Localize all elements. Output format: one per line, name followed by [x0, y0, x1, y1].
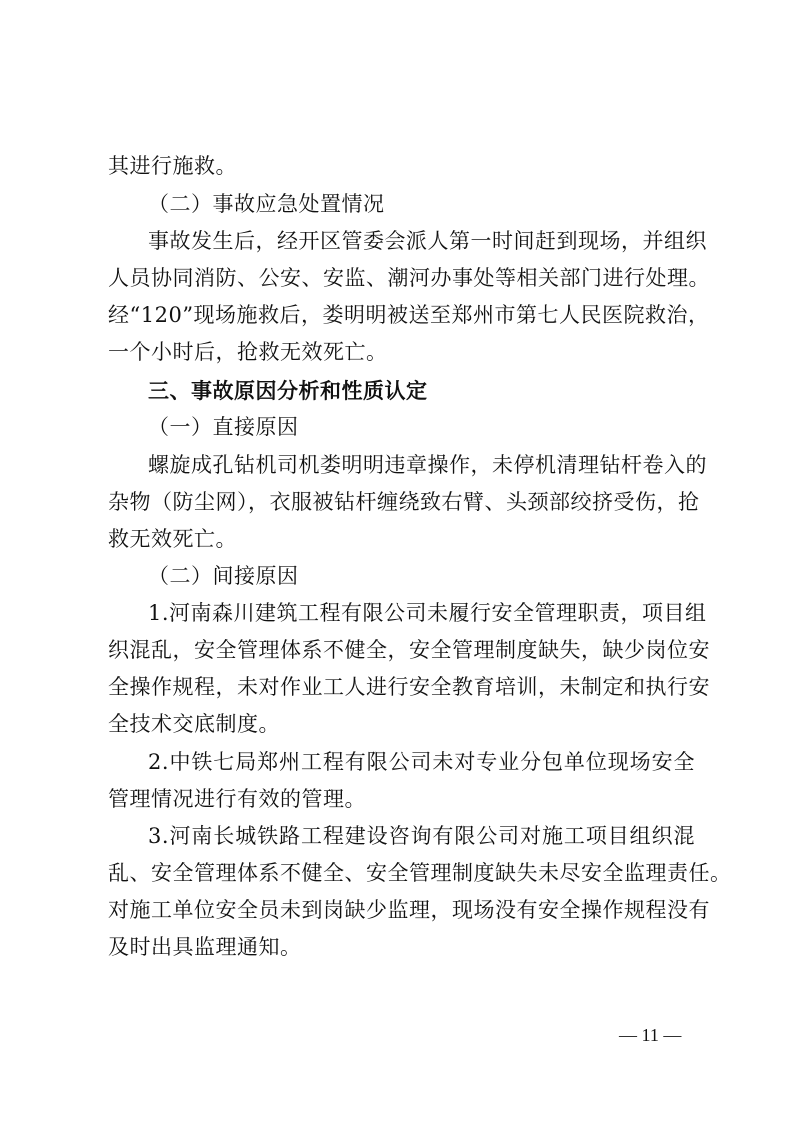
- paragraph-line: 全操作规程，未对作业工人进行安全教育培训，未制定和执行安: [108, 675, 710, 699]
- paragraph-line: 1.河南森川建筑工程有限公司未履行安全管理职责，项目组: [148, 601, 707, 625]
- section-subheading: （二）间接原因: [148, 564, 299, 588]
- paragraph-line: 管理情况进行有效的管理。: [108, 787, 366, 811]
- page-number: — 11 —: [619, 1025, 682, 1045]
- section-subheading: （二）事故应急处置情况: [148, 192, 385, 216]
- paragraph-line: 对施工单位安全员未到岗缺少监理，现场没有安全操作规程没有: [108, 898, 710, 922]
- paragraph-line: 乱、安全管理体系不健全、安全管理制度缺失未尽安全监理责任。: [108, 861, 732, 885]
- paragraph-line: 事故发生后，经开区管委会派人第一时间赶到现场，并组织: [148, 229, 707, 253]
- paragraph-line: 救无效死亡。: [108, 527, 237, 551]
- paragraph-line: 2.中铁七局郑州工程有限公司未对专业分包单位现场安全: [148, 750, 695, 774]
- paragraph-line: 杂物（防尘网），衣服被钻杆缠绕致右臂、头颈部绞挤受伤，抢: [108, 490, 700, 514]
- paragraph-line: 螺旋成孔钻机司机娄明明违章操作，未停机清理钻杆卷入的: [148, 453, 707, 477]
- paragraph-line: 其进行施救。: [108, 154, 237, 178]
- paragraph-line: 人员协同消防、公安、安监、潮河办事处等相关部门进行处理。: [108, 266, 710, 290]
- paragraph-line: 经“120”现场施救后，娄明明被送至郑州市第七人民医院救治，: [108, 303, 710, 327]
- paragraph-line: 全技术交底制度。: [108, 712, 280, 736]
- paragraph-line: 及时出具监理通知。: [108, 935, 302, 959]
- section-subheading: （一）直接原因: [148, 415, 299, 439]
- paragraph-line: 织混乱，安全管理体系不健全，安全管理制度缺失，缺少岗位安: [108, 638, 710, 662]
- section-heading: 三、事故原因分析和性质认定: [148, 379, 428, 403]
- paragraph-line: 一个小时后，抢救无效死亡。: [108, 340, 388, 364]
- paragraph-line: 3.河南长城铁路工程建设咨询有限公司对施工项目组织混: [148, 824, 695, 848]
